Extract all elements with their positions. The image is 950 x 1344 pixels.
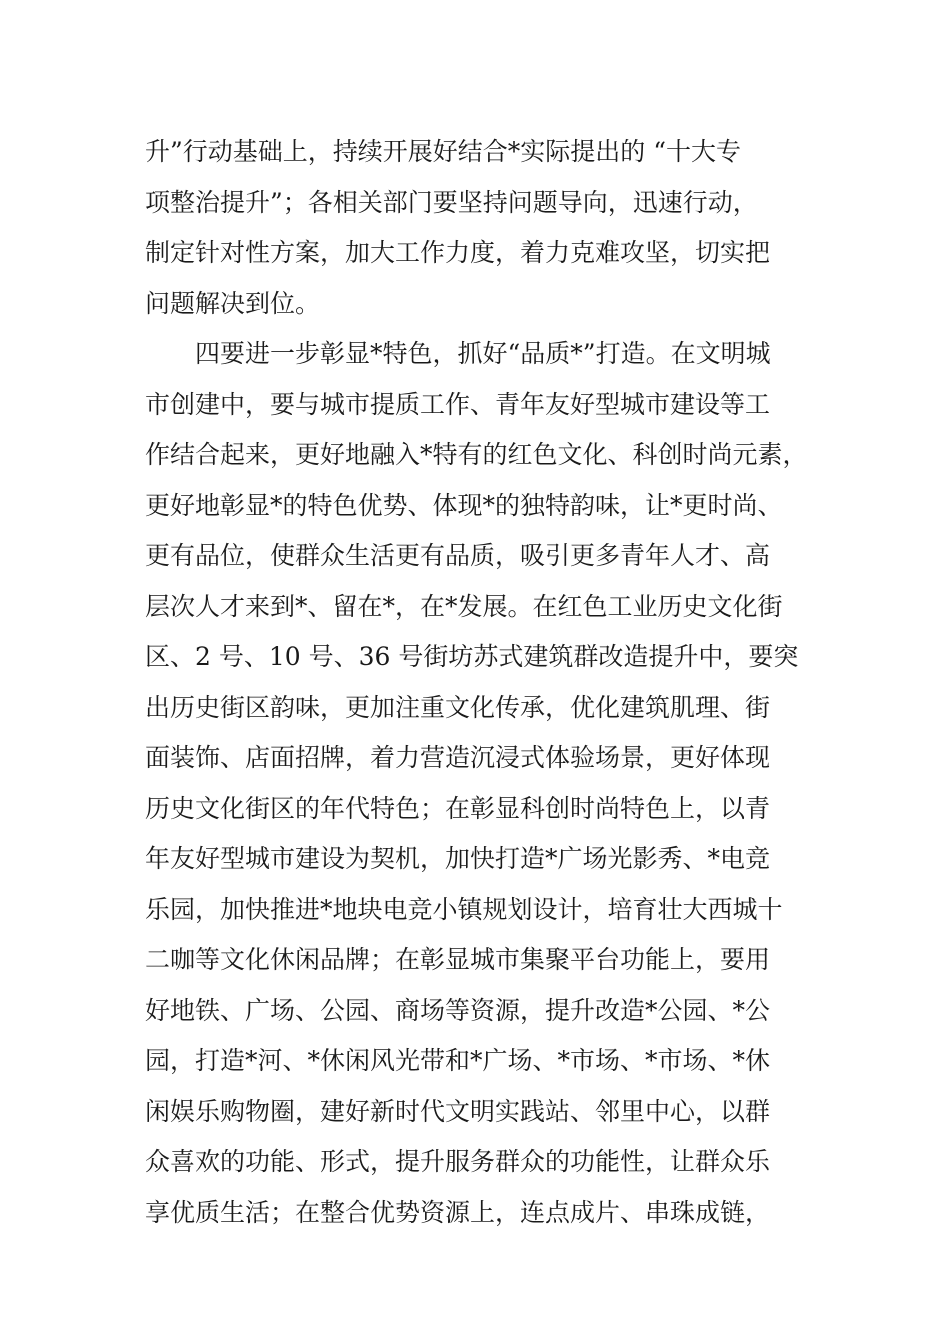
text-line: 享优质生活；在整合优势资源上，连点成片、串珠成链， [145,1197,771,1227]
text-line: 好地铁、广场、公园、商场等资源，提升改造*公园、*公 [145,995,771,1025]
text-line: 问题解决到位。 [145,288,321,318]
text-line: 项整治提升”；各相关部门要坚持问题导向，迅速行动， [145,187,758,217]
text-line: 闲娱乐购物圈，建好新时代文明实践站、邻里中心，以群 [145,1096,771,1126]
text-line: 四要进一步彰显*特色，抓好“品质*”打造。在文明城 [145,339,771,368]
text-line: 年友好型城市建设为契机，加快打造*广场光影秀、*电竞 [145,844,771,873]
text-line: 层次人才来到*、留在*，在*发展。在红色工业历史文化街 [145,591,783,621]
text-line: 园，打造*河、*休闲风光带和*广场、*市场、*市场、*休 [145,1046,771,1075]
text-line: 市创建中，要与城市提质工作、青年友好型城市建设等工 [145,389,771,419]
text-line: 升”行动基础上，持续开展好结合*实际提出的 “十大专 [145,137,742,166]
text-line: 乐园，加快推进*地块电竞小镇规划设计，培育壮大西城十 [145,894,783,924]
text-line: 面装饰、店面招牌，着力营造沉浸式体验场景，更好体现 [145,743,771,772]
text-line: 区、2 号、10 号、36 号街坊苏式建筑群改造提升中，要突 [145,642,799,671]
text-line: 制定针对性方案，加大工作力度，着力克难攻坚，切实把 [145,238,771,267]
text-line: 众喜欢的功能、形式，提升服务群众的功能性，让群众乐 [145,1147,771,1176]
text-line: 更好地彰显*的特色优势、体现*的独特韵味，让*更时尚、 [145,490,783,520]
text-line: 二咖等文化休闲品牌；在彰显城市集聚平台功能上，要用 [145,945,771,974]
text-line: 作结合起来，更好地融入*特有的红色文化、科创时尚元素， [145,440,808,469]
text-line: 更有品位，使群众生活更有品质，吸引更多青年人才、高 [145,541,771,570]
text-line: 出历史街区韵味，更加注重文化传承，优化建筑肌理、街 [145,692,771,722]
text-line: 历史文化街区的年代特色；在彰显科创时尚特色上，以青 [145,793,771,823]
paragraph-four [145,329,825,1238]
paragraph-continued [145,127,825,329]
